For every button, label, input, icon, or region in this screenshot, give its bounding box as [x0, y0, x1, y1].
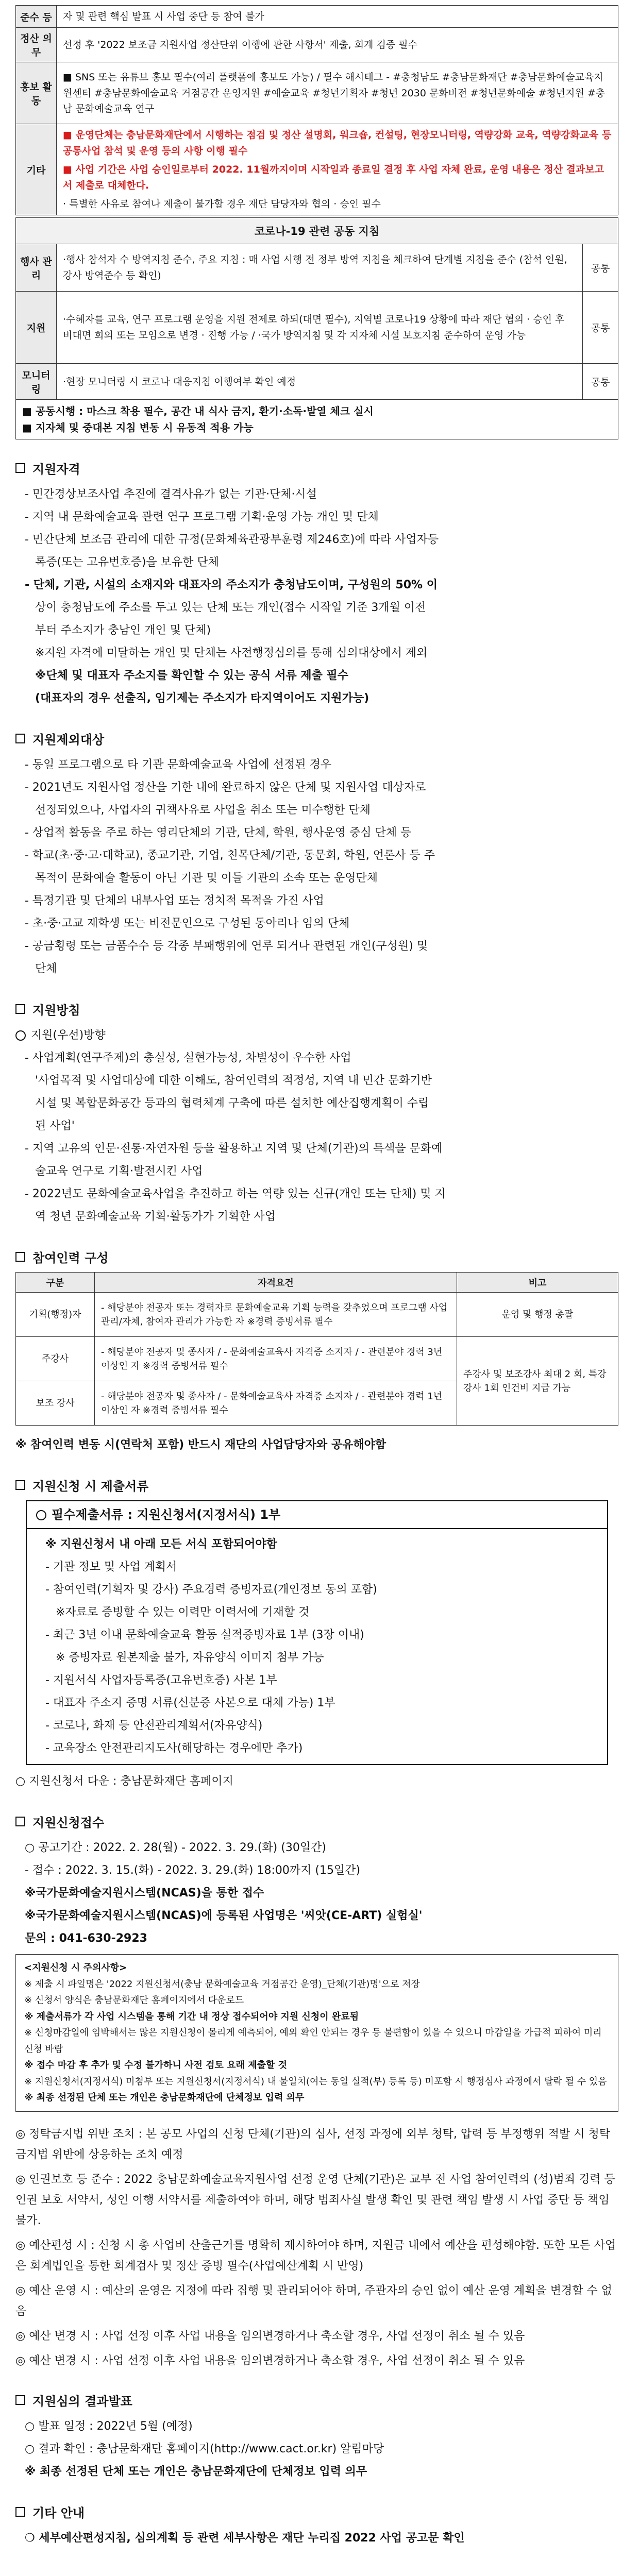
documents-box-title-text: 필수제출서류 : 지원신청서(지정서식) 1부: [52, 1507, 281, 1522]
list-item: ※ 지원신청서 내 아래 모든 서식 포함되어야함: [45, 1538, 277, 1551]
list-item: ◎ 예산 변경 시 : 사업 선정 이후 사업 내용을 임의변경하거나 축소할 경우, 사업 선정이 취소 될 수 있음: [15, 2354, 525, 2367]
covid-tag: 공통: [583, 292, 618, 364]
covid-foot-1: ■ 공동시행 : 마스크 착용 필수, 공간 내 식사 금지, 환기·소독·발열 체크 실시: [22, 405, 374, 418]
list-item: (대표자의 경우 선출직, 임기제는 주소지가 타지역이어도 지원가능): [35, 692, 369, 705]
list-item: 역 청년 문화예술교육 기획·활동가가 기획한 사업: [35, 1210, 276, 1224]
covid-label: 모니터링: [16, 364, 57, 400]
list-item: - 지역 고유의 인문·전통·자연자원 등을 활용하고 지역 및 단체(기관)의 특색을 문화예: [25, 1142, 443, 1156]
notice-item: ※ 제출서류가 각 사업 시스템을 통해 기간 내 정상 접수되어야 지원 신청이 완료됨: [24, 2011, 359, 2022]
table-cell: 운영 및 행정 총괄: [457, 1293, 618, 1337]
list-item: ○ 결과 확인 : 충남문화재단 홈페이지(http://www.cact.or.kr) 알림마당: [25, 2442, 384, 2455]
eligibility-list: [15, 483, 618, 710]
policy-list: [15, 1047, 618, 1228]
square-bullet-icon: [15, 2395, 25, 2405]
list-item: - 공금횡령 또는 금품수수 등 각종 부패행위에 연루 되거나 관련된 개인(구성원) 및: [25, 940, 428, 953]
covid-foot-2: ■ 지자체 및 중대본 지침 변동 시 유동적 적용 가능: [22, 421, 254, 434]
circle-bullet-icon: [36, 1510, 46, 1520]
list-item: - 특정기관 및 단체의 내부사업 또는 정치적 목적을 가진 사업: [25, 894, 324, 908]
staff-table: [15, 1272, 618, 1426]
covid-tag: 공통: [583, 244, 618, 292]
notice-item: ※ 지원신청서(지정서식) 미첨부 또는 지원신청서(지정서식) 내 불일치(여는 동일 실적(부) 등록 등) 미포함 시 행정심사 과정에서 탈락 될 수 있음: [24, 2076, 607, 2087]
list-item: - 2021년도 지원사업 정산을 기한 내에 완료하지 않은 단체 및 지원사업 대상자로: [25, 781, 426, 794]
list-item: ※단체 및 대표자 주소지를 확인할 수 있는 공식 서류 제출 필수: [35, 669, 349, 683]
notice-item: ※ 최종 선정된 단체 또는 개인은 충남문화재단에 단체정보 입력 의무: [24, 2092, 305, 2104]
row-text-a: ■ 운영단체는 충남문화재단에서 시행하는 점검 및 정산 설명회, 워크숍, 컨설팅, 현장모니터링, 역량강화 교육, 역량강화교육 등 공통사업 참석 및 운영 등의 사항 이행 필수: [63, 129, 612, 157]
list-item: - 단체, 기관, 시설의 소재지와 대표자의 주소지가 충청남도이며, 구성원의 50% 이: [25, 579, 438, 592]
document-page: [15, 5, 618, 2550]
section-title-text: 지원신청 시 제출서류: [32, 1479, 149, 1494]
list-item: ◎ 정탁금지법 위반 조치 : 본 공모 사업의 신청 단체(기관)의 심사, 선정 과정에 외부 청탁, 압력 등 부정행위 적발 시 청탁금지법 위반에 상응하는 조치 예정: [15, 2127, 610, 2161]
section-title-text: 지원제외대상: [32, 733, 105, 748]
policy-lead-text: 지원(우선)방향: [31, 1029, 106, 1042]
row-text: 자 및 관련 핵심 발표 시 사업 중단 등 참여 불가: [57, 6, 618, 28]
list-item: 상이 충청남도에 주소를 두고 있는 단체 또는 개인(접수 시작일 기준 3개월 이전: [35, 601, 426, 615]
list-item: ※국가문화예술지원시스템(NCAS)에 등록된 사업명은 '씨앗(CE-ART) 실험실': [25, 1909, 423, 1923]
list-item: ※국가문화예술지원시스템(NCAS)을 통한 접수: [25, 1887, 264, 1900]
list-item: - 민간단체 보조금 관리에 대한 규정(문화체육관광부훈령 제246호)에 따라 사업자등: [25, 533, 439, 547]
list-item: - 최근 3년 이내 문화예술교육 활동 실적증빙자료 1부 (3장 이내): [45, 1629, 364, 1642]
list-item: 선정되었으나, 사업자의 귀책사유로 사업을 취소 또는 미수행한 단체: [35, 804, 371, 817]
list-item: ※지원 자격에 미달하는 개인 및 단체는 사전행정심의를 통해 심의대상에서 제외: [35, 647, 428, 660]
row-text-c: · 특별한 사유로 참여나 제출이 불가할 경우 재단 담당자와 협의 · 승인 필수: [63, 198, 381, 210]
list-item: ❍ 세부예산편성지침, 심의계획 등 관련 세부사항은 재단 누리집 2022 사업 공고문 확인: [25, 2531, 465, 2545]
form-download-note: ○ 지원신청서 다운 : 충남문화재단 홈페이지: [15, 1775, 233, 1788]
list-item: 시설 및 복합문화공간 등과의 협력체계 구축에 따른 설치한 예산집행계획이 수립: [35, 1097, 429, 1110]
section-title-staff: [15, 1248, 618, 1266]
list-item: ◎ 예산 운영 시 : 예산의 운영은 지정에 따라 집행 및 관리되어야 하며, 주관자의 승인 없이 예산 운영 계획을 변경할 수 없음: [15, 2284, 613, 2318]
col-header: 구분: [16, 1273, 95, 1293]
table-cell: - 해당분야 전공자 또는 경력자로 문화예술교육 기획 능력을 갖추었으며 프로그램 사업관리/자체, 참여자 관리가 가능한 자 ※경력 증빙서류 필수: [95, 1293, 457, 1337]
section-title-eligibility: [15, 459, 618, 477]
covid-text: ·현장 모니터링 시 코로나 대응지침 이행여부 확인 예정: [57, 364, 583, 400]
square-bullet-icon: [15, 1817, 25, 1826]
receipt-list: [15, 1837, 618, 1950]
section-title-text: 지원신청접수: [32, 1816, 105, 1831]
col-header: 자격요건: [95, 1273, 457, 1293]
covid-text: ·수혜자를 교육, 연구 프로그램 운영을 지원 전제로 하되(대면 필수), 지역별 코로나19 상황에 따라 재단 협의 · 승인 후 비대면 회의 또는 모임으로 변경 · 진행 가능 / ·국가 방역지침 및 각 지자체 시설 보호지침 준수하여 운영 가능: [57, 292, 583, 364]
covid-label: 행사 관리: [16, 244, 57, 292]
list-item: - 접수 : 2022. 3. 15.(화) - 2022. 3. 29.(화) 18:00까지 (15일간): [25, 1864, 361, 1877]
notice-title: <지원신청 시 주의사항>: [24, 1962, 127, 1974]
list-item: ○ 발표 일정 : 2022년 5월 (예정): [25, 2419, 193, 2433]
section-title-exclusions: [15, 730, 618, 748]
square-bullet-icon: [15, 2507, 25, 2517]
square-bullet-icon: [15, 1252, 25, 1262]
documents-box-title: [27, 1501, 607, 1529]
notice-item: ※ 신청서 양식은 충남문화재단 홈페이지에서 다운로드: [24, 1995, 244, 2006]
list-item: - 지원서식 사업자등록증(고유번호증) 사본 1부: [45, 1674, 277, 1687]
list-item: '사업목적 및 사업대상에 대한 이해도, 참여인력의 적정성, 지역 내 민간 문화기반: [35, 1074, 432, 1088]
list-item: - 동일 프로그램으로 타 기관 문화예술교육 사업에 선정된 경우: [25, 758, 332, 772]
list-item: ※ 증빙자료 원본제출 불가, 자유양식 이미지 첨부 가능: [56, 1651, 324, 1665]
list-item: ※자료로 증빙할 수 있는 이력만 이력서에 기재할 것: [56, 1606, 310, 1619]
section-title-text: 참여인력 구성: [32, 1251, 109, 1266]
list-item: 목적이 문화예술 활동이 아닌 기관 및 이들 기관의 소속 또는 운영단체: [35, 872, 378, 885]
table-cell: 주강사: [16, 1337, 95, 1381]
list-item: 부터 주소지가 충남인 개인 및 단체): [35, 624, 211, 637]
section-title-text: 지원방침: [32, 1003, 80, 1018]
list-item: - 초·중·고교 재학생 또는 비전문인으로 구성된 동아리나 임의 단체: [25, 917, 350, 930]
list-item: ◎ 인권보호 등 준수 : 2022 충남문화예술교육지원사업 선정 운영 단체(기관)은 교부 전 사업 참여인력의 (성)범죄 경력 등 인권 보호 서약서, 성인 이행 서약서를 제출하여야 하며, 해당 범죄사실 발생 확인 및 관련 책임 발생 시 사업 중단 등 책임 불가.: [15, 2173, 615, 2227]
covid-title: 코로나-19 관련 공동 지침: [16, 218, 618, 244]
list-item: - 기관 정보 및 사업 계획서: [45, 1561, 177, 1574]
col-header: 비고: [457, 1273, 618, 1293]
table-cell: - 해당분야 전공자 및 종사자 / - 문화예술교육사 자격증 소지자 / - 관련분야 경력 1년 이상인 자 ※경력 증빙서류 필수: [95, 1381, 457, 1426]
square-bullet-icon: [15, 463, 25, 473]
section-title-policy: [15, 1000, 618, 1018]
list-item: - 2022년도 문화예술교육사업을 추진하고 하는 역량 있는 신규(개인 또는 단체) 및 지: [25, 1188, 446, 1201]
square-bullet-icon: [15, 1004, 25, 1014]
other-list: [15, 2527, 618, 2550]
list-item: - 민간경상보조사업 추진에 결격사유가 없는 기관·단체·시설: [25, 488, 317, 501]
list-item: - 지역 내 문화예술교육 관련 연구 프로그램 기획·운영 가능 개인 및 단체: [25, 511, 379, 524]
row-label: 홍보 활동: [16, 62, 57, 124]
covid-footer: [16, 400, 618, 439]
notice-item: ※ 접수 마감 후 추가 및 수정 불가하니 사전 검토 요래 제출할 것: [24, 2060, 288, 2071]
section-title-text: 지원자격: [32, 462, 80, 477]
square-bullet-icon: [15, 734, 25, 743]
top-table: [15, 5, 618, 215]
covid-table: [15, 217, 618, 439]
list-item: 단체: [35, 962, 57, 976]
section-title-text: 지원심의 결과발표: [32, 2394, 132, 2409]
receipt-after-list: [15, 2124, 618, 2371]
table-cell: - 해당분야 전공자 및 종사자 / - 문화예술교육사 자격증 소지자 / - 관련분야 경력 3년 이상인 자 ※경력 증빙서류 필수: [95, 1337, 457, 1381]
notice-box: [15, 1954, 618, 2112]
section-title-results: [15, 2391, 618, 2409]
notice-item: ※ 제출 시 파일명은 '2022 지원신청서(충남 문화예술교육 거점공간 운영)_단체(기관)명'으로 저장: [24, 1978, 420, 1990]
list-item: - 코로나, 화재 등 안전관리계획서(자유양식): [45, 1719, 263, 1733]
circle-bullet-icon: [15, 1030, 26, 1041]
list-item: - 참여인력(기획자 및 강사) 주요경력 증빙자료(개인정보 동의 포함): [45, 1583, 377, 1597]
list-item: ○ 공고기간 : 2022. 2. 28(월) - 2022. 3. 29.(화) (30일간): [25, 1841, 326, 1855]
row-label: 준수 등: [16, 6, 57, 28]
table-cell: 기획(행정)자: [16, 1293, 95, 1337]
list-item: - 대표자 주소지 증명 서류(신분증 사본으로 대체 가능) 1부: [45, 1697, 335, 1710]
exclusions-list: [15, 754, 618, 980]
row-text: ■ SNS 또는 유튜브 홍보 필수(여러 플랫폼에 홍보도 가능) / 필수 해시태그 - #충청남도 #충남문화재단 #충남문화예술교육지원센터 #충남문화예술교육 거점공간 운영지원 #예술교육 #청년기획자 #청년 2030 문화비전 #청년문화예술 #청년지원 #충남 문화예술교육 연구: [57, 62, 618, 124]
row-text-b: ■ 사업 기간은 사업 승인일로부터 2022. 11월까지이며 시작일과 종료일 결정 후 사업 자체 완료, 운영 내용은 정산 결과보고서 제출로 대체한다.: [63, 164, 604, 191]
row-label: 기타: [16, 124, 57, 215]
row-text: 선정 후 '2022 보조금 지원사업 정산단위 이행에 관한 사항서' 제출, 회계 검증 필수: [57, 28, 618, 62]
documents-box: [26, 1500, 608, 1765]
covid-text: ·행사 참석자 수 방역지침 준수, 주요 지침 : 매 사업 시행 전 정부 방역 지침을 체크하여 단계별 지침을 준수 (참석 인원, 강사 방역준수 등 확인): [57, 244, 583, 292]
table-cell: 주강사 및 보조강사 최대 2 회, 특강강사 1회 인건비 지급 가능: [457, 1337, 618, 1426]
results-list: [15, 2415, 618, 2483]
list-item: ◎ 예산 변경 시 : 사업 선정 이후 사업 내용을 임의변경하거나 축소할 경우, 사업 선정이 취소 될 수 있음: [15, 2329, 525, 2343]
list-item: ◎ 예산편성 시 : 신청 시 총 사업비 산출근거를 명확히 제시하여야 하며, 지원금 내에서 예산을 편성해야함. 또한 모든 사업은 회계법인을 통한 회계검사 및 정산 증빙 필수(사업예산계획 시 반영): [15, 2239, 616, 2273]
section-title-receipt: [15, 1812, 618, 1831]
list-item: 술교육 연구로 기획·발전시킨 사업: [35, 1165, 203, 1178]
list-item: - 상업적 활동을 주로 하는 영리단체의 기관, 단체, 학원, 행사운영 중심 단체 등: [25, 826, 412, 840]
list-item: - 교육장소 안전관리지도사(해당하는 경우에만 추가): [45, 1742, 303, 1755]
row-label: 정산 의무: [16, 28, 57, 62]
square-bullet-icon: [15, 1480, 25, 1490]
row-text-group: [57, 124, 618, 215]
list-item: - 사업계획(연구주제)의 충실성, 실현가능성, 차별성이 우수한 사업: [25, 1052, 351, 1065]
covid-label: 지원: [16, 292, 57, 364]
section-title-other: [15, 2503, 618, 2521]
list-item: 된 사업': [35, 1120, 75, 1133]
list-item: 록증(또는 고유번호증)을 보유한 단체: [35, 556, 219, 569]
section-title-documents: [15, 1476, 618, 1494]
list-item: ※ 최종 선정된 단체 또는 개인은 충남문화재단에 단체정보 입력 의무: [25, 2465, 367, 2478]
table-cell: 보조 강사: [16, 1381, 95, 1426]
section-title-text: 기타 안내: [32, 2505, 85, 2520]
covid-tag: 공통: [583, 364, 618, 400]
staff-note: ※ 참여인력 변동 시(연락처 포함) 반드시 재단의 사업담당자와 공유해야함: [15, 1438, 386, 1452]
notice-item: ※ 신청마감일에 임박해서는 많은 지원신청이 몰리게 예측되어, 예외 확인 안되는 경우 등 불편함이 있을 수 있으니 마감일을 가급적 피하여 미리 신청 바람: [24, 2027, 602, 2055]
policy-lead: [15, 1024, 618, 1047]
list-item: 문의 : 041-630-2923: [25, 1932, 147, 1945]
list-item: - 학교(초·중·고·대학교), 종교기관, 기업, 친목단체/기관, 동문회, 학원, 언론사 등 주: [25, 849, 435, 862]
